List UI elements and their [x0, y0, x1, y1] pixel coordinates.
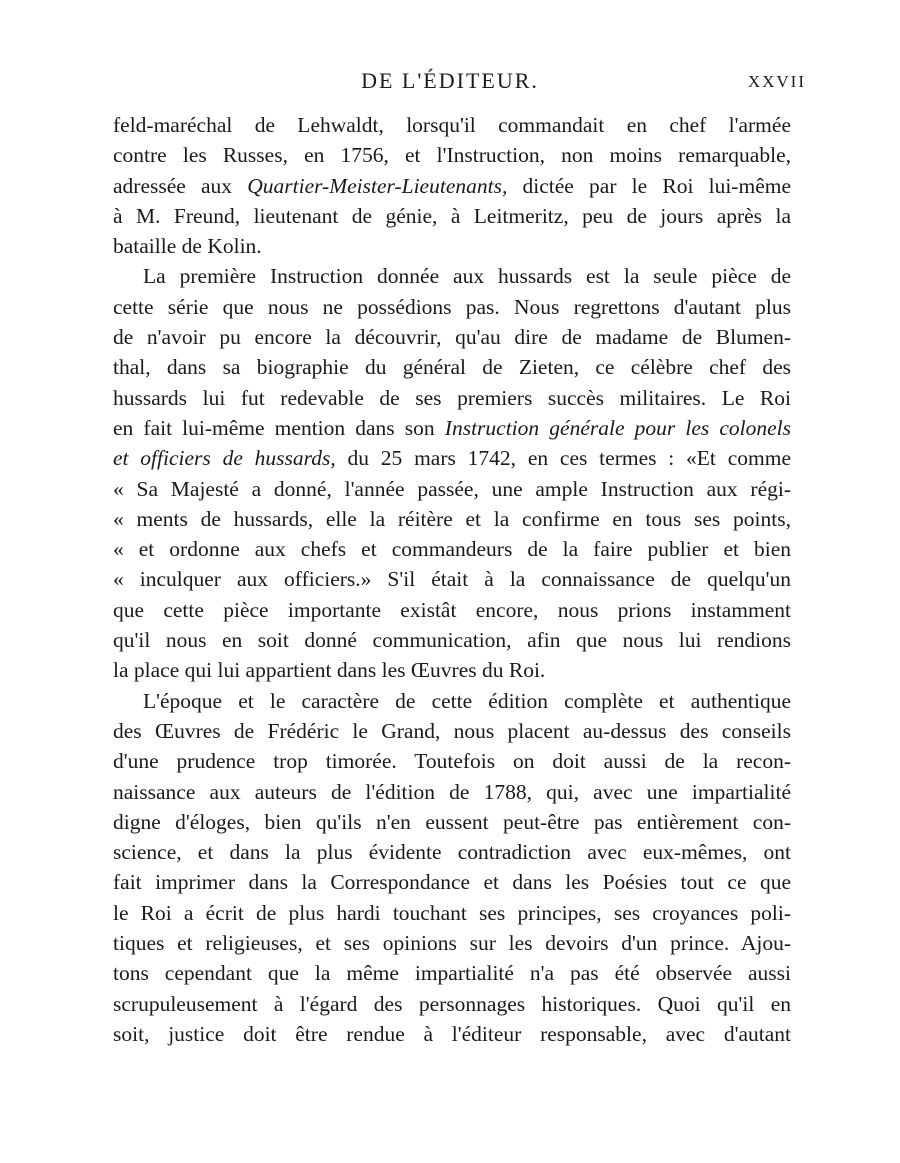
paragraph [113, 110, 791, 261]
text-line: que cette pièce importante existât encore, nous prions instamment [113, 597, 791, 622]
text-line [113, 413, 791, 443]
italic-title: Instruction générale pour les colonels [444, 415, 791, 440]
text-line: cette série que nous ne possédions pas. Nous regrettons d'autant plus [113, 294, 791, 319]
text-line: « inculquer aux officiers.» S'il était à la connaissance de quelqu'un [113, 567, 791, 592]
text-line: des Œuvres de Frédéric le Grand, nous placent au-dessus des conseils [113, 718, 791, 743]
text-line: la place qui lui appartient dans les Œuvres du Roi. [113, 658, 546, 683]
text-line: science, et dans la plus évidente contradiction avec eux-mêmes, ont [113, 840, 791, 865]
text-line: tons cependant que la même impartialité n'a pas été observée aussi [113, 961, 791, 986]
text-line: feld-maréchal de Lehwaldt, lorsqu'il commandait en chef l'armée [113, 113, 791, 137]
page-header [0, 68, 900, 102]
text-line: soit, justice doit être rendue à l'éditeur responsable, avec d'autant [113, 1021, 791, 1046]
line-text: en fait lui-même mention dans son [113, 415, 445, 440]
text-line: « et ordonne aux chefs et commandeurs de la faire publier et bien [113, 537, 791, 562]
text-line: de n'avoir pu encore la découvrir, qu'au dire de madame de Blumen- [113, 325, 791, 350]
text-line: scrupuleusement à l'égard des personnages historiques. Quoi qu'il en [113, 991, 791, 1016]
italic-title: Quartier-Meister-Lieutenants, [247, 173, 508, 198]
paragraph [113, 261, 791, 685]
paragraph [113, 686, 791, 1050]
text-line: qu'il nous en soit donné communication, afin que nous lui rendions [113, 628, 791, 653]
text-line: digne d'éloges, bien qu'ils n'en eussent peut-être pas entièrement con- [113, 809, 791, 834]
line-text: du 25 mars 1742, en ces termes : «Et comme [335, 446, 791, 471]
text-line: « ments de hussards, elle la réitère et la confirme en tous ses points, [113, 506, 791, 531]
text-line: tiques et religieuses, et ses opinions sur les devoirs d'un prince. Ajou- [113, 931, 791, 956]
text-line: contre les Russes, en 1756, et l'Instruction, non moins remarquable, [113, 143, 791, 168]
text-line: le Roi a écrit de plus hardi touchant ses principes, ses croyances poli- [113, 900, 791, 925]
text-line: bataille de Kolin. [113, 234, 262, 259]
text-line [113, 171, 791, 201]
text-line: fait imprimer dans la Correspondance et dans les Poésies tout ce que [113, 870, 791, 895]
text-line: « Sa Majesté a donné, l'année passée, une ample Instruction aux régi- [113, 476, 791, 501]
text-line [113, 443, 791, 473]
running-title: DE L'ÉDITEUR. [361, 68, 539, 93]
line-text: adressée aux [113, 173, 248, 198]
body-text [113, 110, 791, 1049]
italic-title: et officiers de hussards, [113, 446, 336, 471]
text-line: L'époque et le caractère de cette édition complète et authentique [143, 688, 791, 713]
text-line: thal, dans sa biographie du général de Zieten, ce célèbre chef des [113, 355, 791, 380]
text-line: à M. Freund, lieutenant de génie, à Leitmeritz, peu de jours après la [113, 203, 791, 228]
text-line: La première Instruction donnée aux hussards est la seule pièce de [143, 264, 791, 289]
text-line: d'une prudence trop timorée. Toutefois on doit aussi de la recon- [113, 749, 791, 774]
text-line: hussards lui fut redevable de ses premiers succès militaires. Le Roi [113, 385, 791, 410]
line-text: dictée par le Roi lui-même [507, 173, 792, 198]
page-number: XXVII [747, 72, 806, 91]
text-line: naissance aux auteurs de l'édition de 1788, qui, avec une impartialité [113, 779, 791, 804]
